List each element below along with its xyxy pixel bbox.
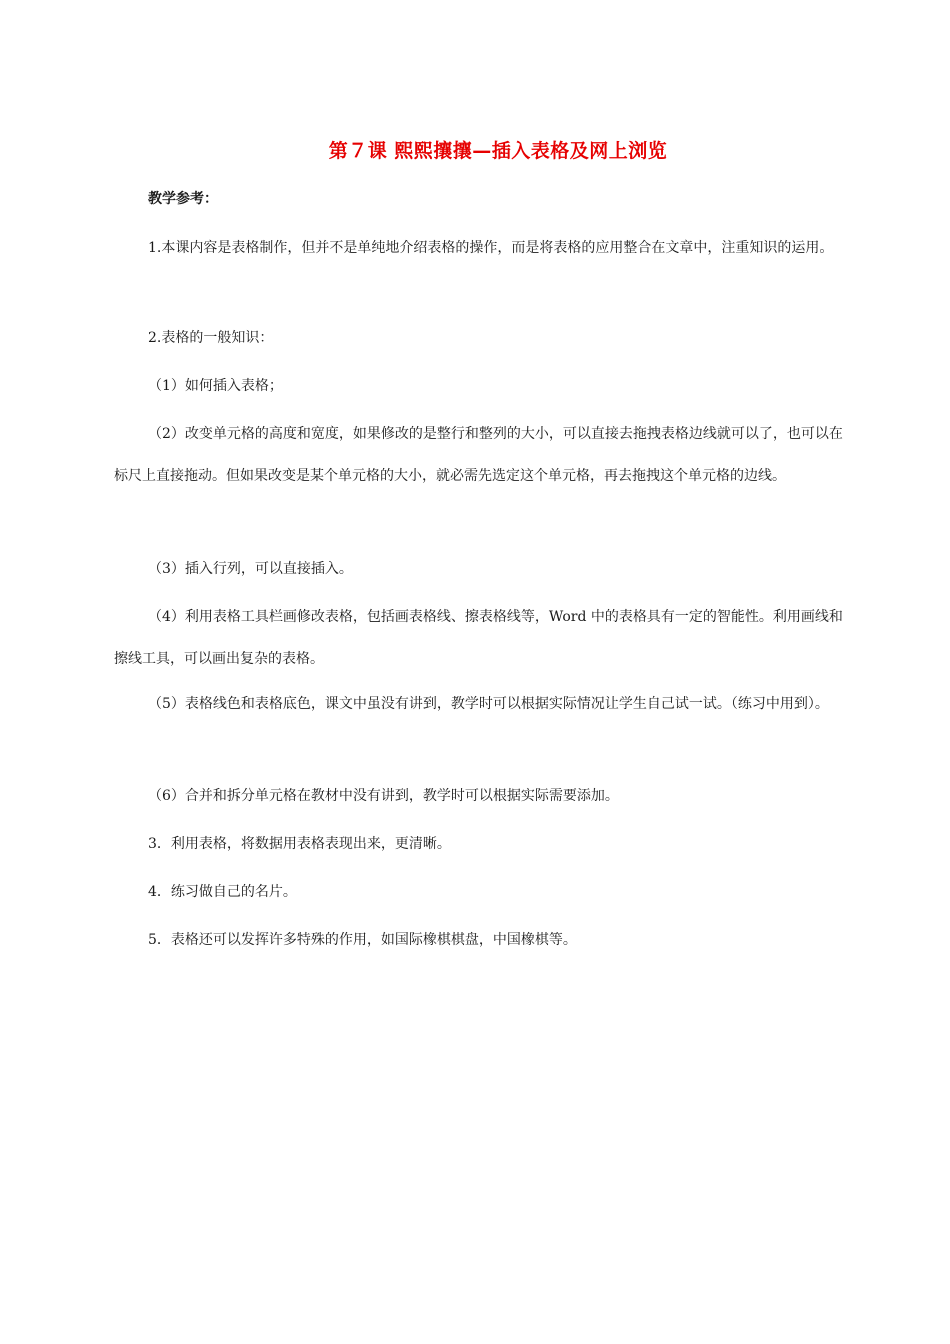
paragraph-4: （2）改变单元格的高度和宽度，如果修改的是整行和整列的大小，可以直接去拖拽表格边线就可以了，也可以在标尺上直接拖动。但如果改变是某个单元格的大小，就必需先选定这个单元格，再去拖拽这个单元格的边线。 <box>114 426 843 484</box>
paragraph-10: 4．练习做自己的名片。 <box>148 884 297 900</box>
section-heading: 教学参考： <box>148 191 218 207</box>
paragraph-6: （4）利用表格工具栏画修改表格，包括画表格线、擦表格线等，Word 中的表格具有一定的智能性。利用画线和擦线工具，可以画出复杂的表格。 <box>114 609 843 667</box>
paragraph-2: 2.表格的一般知识： <box>148 330 274 346</box>
page-title: 第７课 熙熙攘攘—插入表格及网上浏览 <box>328 140 668 162</box>
paragraph-3: （1）如何插入表格； <box>148 378 283 394</box>
paragraph-11: 5．表格还可以发挥许多特殊的作用，如国际橡棋棋盘，中国橡棋等。 <box>148 932 577 948</box>
paragraph-1: 1.本课内容是表格制作，但并不是单纯地介绍表格的操作，而是将表格的应用整合在文章中，注重知识的运用。 <box>148 240 834 256</box>
paragraph-8: （6）合并和拆分单元格在教材中没有讲到，教学时可以根据实际需要添加。 <box>148 788 619 804</box>
paragraph-7: （5）表格线色和表格底色，课文中虽没有讲到，教学时可以根据实际情况让学生自己试一试。（练习中用到）。 <box>148 696 829 712</box>
paragraph-5: （3）插入行列，可以直接插入。 <box>148 561 353 577</box>
paragraph-9: 3．利用表格，将数据用表格表现出来，更清晰。 <box>148 836 451 852</box>
